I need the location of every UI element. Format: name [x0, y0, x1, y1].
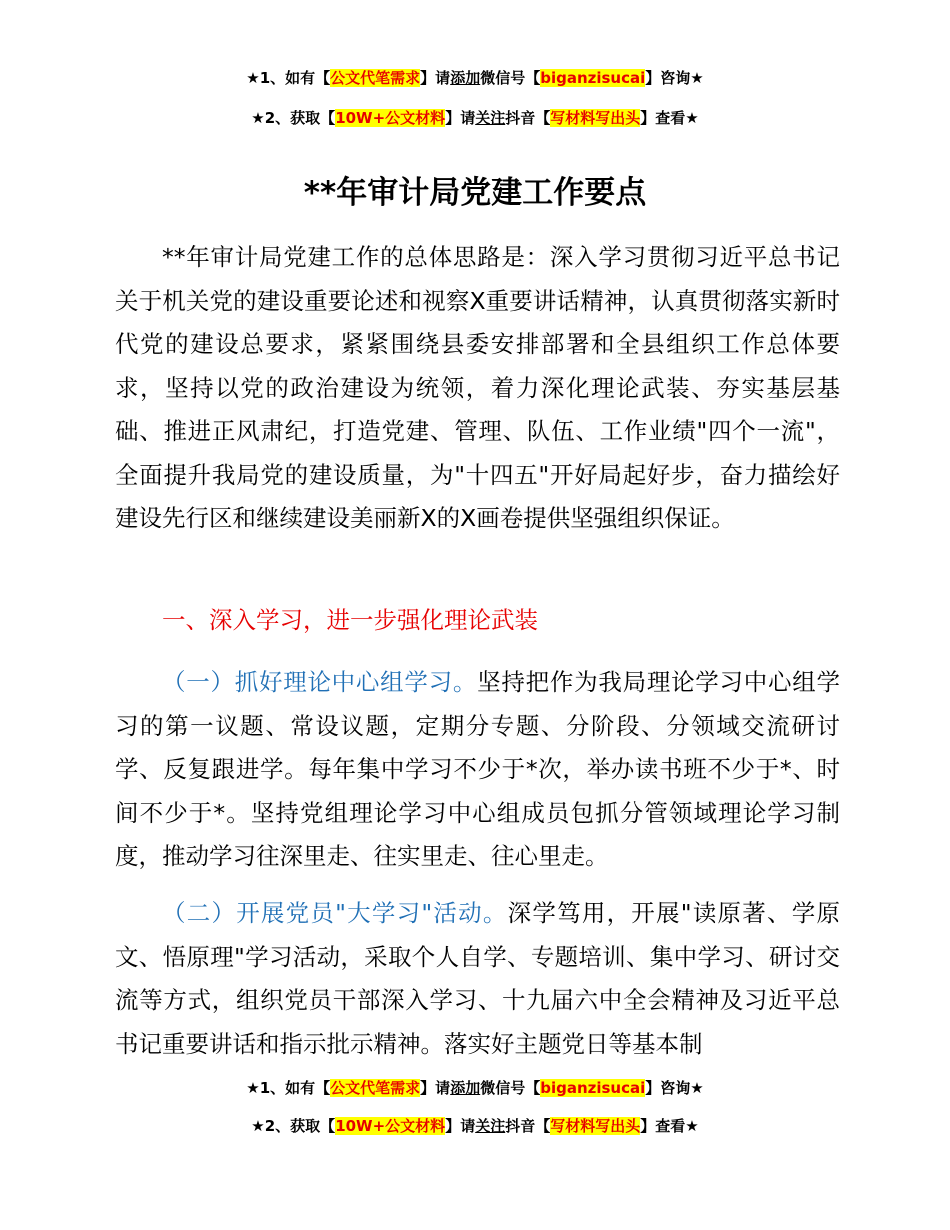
item-heading-1: （一）抓好理论中心组学习。 — [162, 668, 478, 696]
banner-text: ★2、获取【 — [251, 109, 336, 127]
section-heading-1: 一、深入学习，进一步强化理论武装 — [162, 606, 538, 634]
banner-highlight: 写材料写出头 — [550, 109, 641, 127]
promo-banner-footer-line-2 — [0, 1114, 950, 1138]
promo-banner-line-1 — [0, 66, 950, 90]
banner-highlight: biganzisucai — [540, 1079, 646, 1097]
banner-text: 】咨询★ — [645, 1079, 704, 1097]
banner-highlight: biganzisucai — [540, 69, 646, 87]
item-paragraph-2 — [115, 892, 840, 1066]
promo-banner-line-2 — [0, 106, 950, 130]
document-title: **年审计局党建工作要点 — [303, 175, 647, 211]
banner-text: ★1、如有【 — [246, 69, 331, 87]
banner-highlight: 10W+公文材料 — [335, 1117, 446, 1135]
banner-text: 抖音【 — [505, 109, 551, 127]
banner-text: ★1、如有【 — [246, 1079, 331, 1097]
banner-text: 】查看★ — [640, 109, 699, 127]
banner-underline: 关注 — [475, 109, 506, 127]
banner-highlight: 公文代笔需求 — [330, 69, 421, 87]
banner-highlight: 公文代笔需求 — [330, 1079, 421, 1097]
banner-text: 】查看★ — [640, 1117, 699, 1135]
item-text-1: 坚持把作为我局理论学习中心组学习的第一议题、常设议题，定期分专题、分阶段、分领域交流研讨学、反复跟进学。每年集中学习不少于*次，举办读书班不少于*、时间不少于*。坚持党组理论学习中心组成员包抓分管领域理论学习制度，推动学习往深里走、往实里走、往心里走。 — [115, 668, 841, 870]
item-heading-2: （二）开展党员"大学习"活动。 — [162, 899, 508, 927]
banner-text: 】请 — [420, 1079, 451, 1097]
item-paragraph-1 — [115, 661, 840, 879]
banner-underline: 添加 — [450, 69, 481, 87]
banner-text: 抖音【 — [505, 1117, 551, 1135]
intro-paragraph: **年审计局党建工作的总体思路是：深入学习贯彻习近平总书记关于机关党的建设重要论述和视察X重要讲话精神，认真贯彻落实新时代党的建设总要求，紧紧围绕县委安排部署和全县组织工作总体要求，坚持以党的政治建设为统领，着力深化理论武装、夯实基层基础、推进正风肃纪，打造党建、管理、队伍、工作业绩"四个一流"，全面提升我局党的建设质量，为"十四五"开好局起好步，奋力描绘好建设先行区和继续建设美丽新X的X画卷提供坚强组织保证。 — [115, 243, 840, 532]
banner-text: 微信号【 — [480, 69, 541, 87]
banner-highlight: 10W+公文材料 — [335, 109, 446, 127]
banner-text: 微信号【 — [480, 1079, 541, 1097]
banner-text: ★2、获取【 — [251, 1117, 336, 1135]
promo-banner-footer-line-1 — [0, 1076, 950, 1100]
banner-highlight: 写材料写出头 — [550, 1117, 641, 1135]
banner-underline: 添加 — [450, 1079, 481, 1097]
banner-text: 】咨询★ — [645, 69, 704, 87]
item-text-2: 深学笃用，开展"读原著、学原文、悟原理"学习活动，采取个人自学、专题培训、集中学习、研讨交流等方式，组织党员干部深入学习、十九届六中全会精神及习近平总书记重要讲话和指示批示精神。落实好主题党日等基本制 — [115, 899, 840, 1058]
banner-text: 】请 — [420, 69, 451, 87]
banner-text: 】请 — [445, 109, 476, 127]
banner-underline: 关注 — [475, 1117, 506, 1135]
banner-text: 】请 — [445, 1117, 476, 1135]
